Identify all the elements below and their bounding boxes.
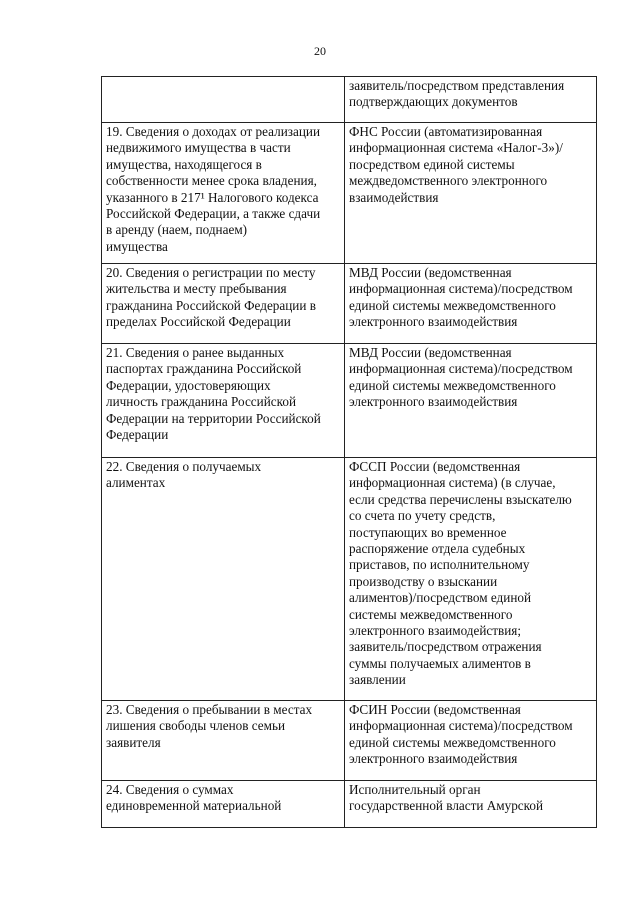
table-row: [102, 344, 597, 458]
info-type-cell: 24. Сведения о суммах единовременной материальной: [102, 781, 345, 828]
info-type-cell: 19. Сведения о доходах от реализации недвижимого имущества в части имущества, находящегося в собственности менее срока владения, указанного в 217¹ Налогового кодекса Российской Федерации, а также сдачи в аренду (наем, поднаем) имущества: [102, 123, 345, 264]
services-table: [101, 76, 597, 828]
info-type-cell: 23. Сведения о пребывании в местах лишения свободы членов семьи заявителя: [102, 701, 345, 781]
source-cell: МВД России (ведомственная информационная система)/посредством единой системы межведомственного электронного взаимодействия: [345, 264, 597, 344]
source-cell: МВД России (ведомственная информационная система)/посредством единой системы межведомственного электронного взаимодействия: [345, 344, 597, 458]
source-cell: Исполнительный орган государственной власти Амурской: [345, 781, 597, 828]
table-body: [102, 77, 597, 828]
table-row: [102, 123, 597, 264]
table-row: [102, 701, 597, 781]
info-type-cell: 20. Сведения о регистрации по месту жительства и месту пребывания гражданина Российской Федерации в пределах Российской Федерации: [102, 264, 345, 344]
info-type-cell: [102, 77, 345, 123]
source-cell: ФССП России (ведомственная информационная система) (в случае, если средства перечислены взыскателю со счета по учету средств, поступающих во временное распоряжение отдела судебных приставов, по исполнительному производству о взыскании алиментов)/посредством единой системы межведомственного электронного взаимодействия; заявитель/посредством отражения суммы получаемых алиментов в заявлении: [345, 458, 597, 701]
table-row: [102, 781, 597, 828]
table-row: [102, 77, 597, 123]
page-number: 20: [314, 44, 326, 58]
source-cell: ФСИН России (ведомственная информационная система)/посредством единой системы межведомственного электронного взаимодействия: [345, 701, 597, 781]
info-type-cell: 22. Сведения о получаемых алиментах: [102, 458, 345, 701]
table-row: [102, 458, 597, 701]
table-row: [102, 264, 597, 344]
info-type-cell: 21. Сведения о ранее выданных паспортах гражданина Российской Федерации, удостоверяющих личность гражданина Российской Федерации на территории Российской Федерации: [102, 344, 345, 458]
source-cell: ФНС России (автоматизированная информационная система «Налог-3»)/ посредством единой системы междведомственного электронного взаимодействия: [345, 123, 597, 264]
source-cell: заявитель/посредством представления подтверждающих документов: [345, 77, 597, 123]
